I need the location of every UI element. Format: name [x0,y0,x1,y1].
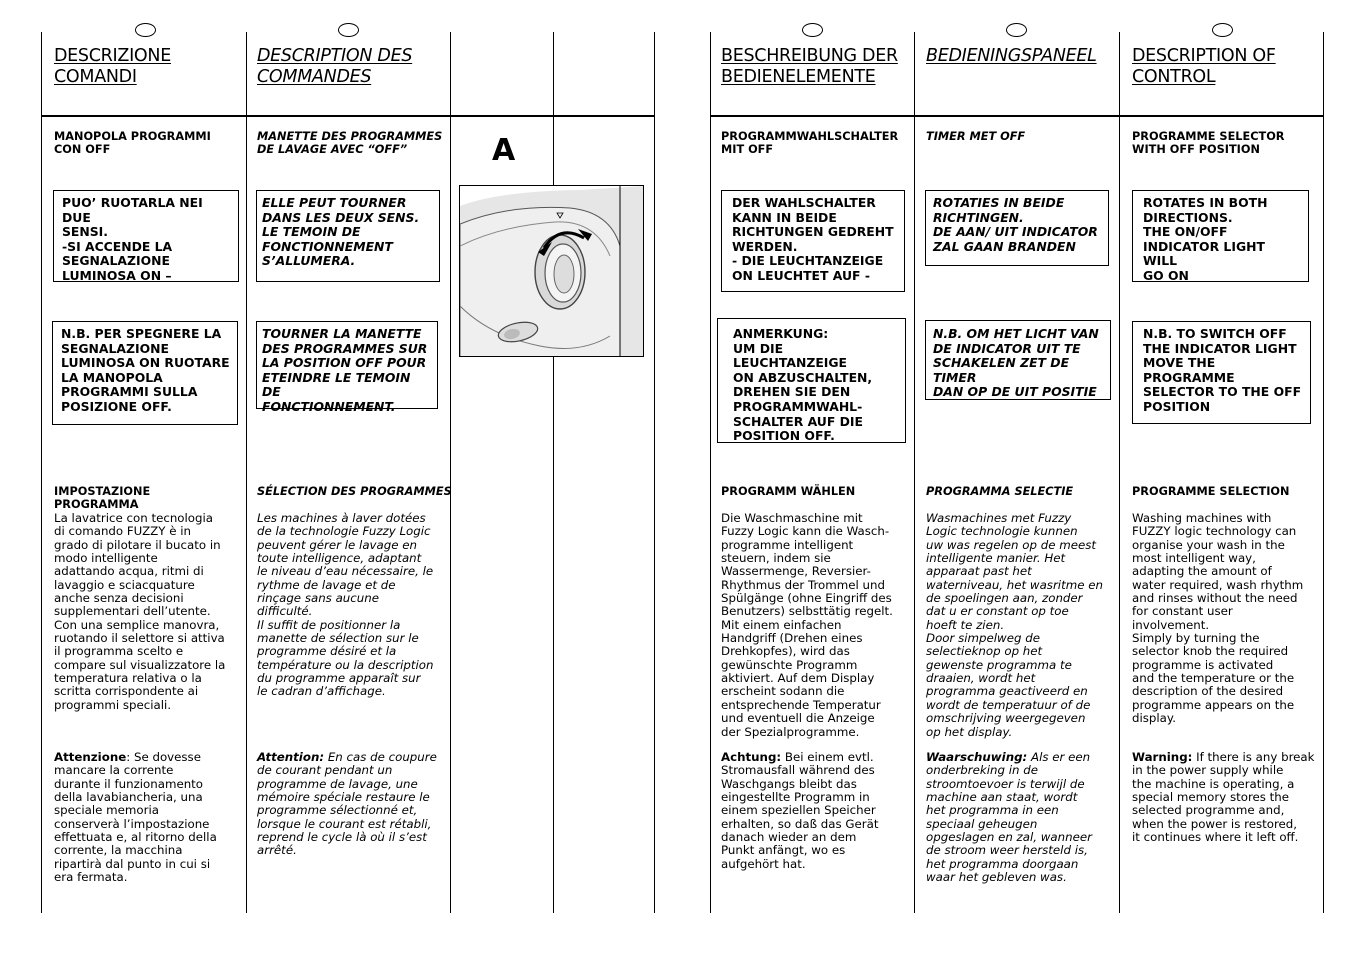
warning-text-nl: Als er een onderbreking in de stroomtoevoer is terwijl de machine aan staat, wordt het programma in een speciaal geheugen opgeslagen en zal, wanneer de stroom weer hersteld is, het programma doorgaan waar het gebleven was. [926,750,1092,885]
section-title-nl: PROGRAMMA SELECTIE [926,485,1074,498]
warning-label-it: Attenzione [54,750,127,764]
warning-de [721,751,909,871]
heading-de: BESCHREIBUNG DER BEDIENELEMENTE [721,46,898,87]
warning-text-fr: En cas de coupure de courant pendant un programme de lavage, une mémoire spéciale restaure le programme sélectionné et, lorsque le courant est rétabli, reprend le cycle là où il s’est arrêté. [257,750,437,858]
warning-label-de: Achtung: [721,750,782,764]
subheading-en: PROGRAMME SELECTOR WITH OFF POSITION [1132,130,1285,156]
language-oval-de [802,23,823,37]
language-oval-it [135,23,156,37]
header-rule [41,115,655,117]
column-divider [450,32,451,913]
warning-en [1132,751,1317,844]
section-body-nl: Wasmachines met Fuzzy Logic technologie kunnen uw was regelen op de meest intelligente manier. Het apparaat past het waterniveau, het wasritme en de spoelingen aan, zonder dat u er constant op toe hoeft te zien. Door simpelweg de selectieknop op het gewenste programma te draaien, wordt het programma geactiveerd en wordt de temperatuur of de omschrijving weergegeven op het display. [926,511,1103,739]
note-box-it-1: PUO’ RUOTARLA NEI DUE SENSI. -SI ACCENDE LA SEGNALAZIONE LUMINOSA ON – [53,190,239,282]
section-title-it: IMPOSTAZIONE PROGRAMMA [54,485,151,512]
section-title-en: PROGRAMME SELECTION [1132,485,1290,498]
column-divider [654,32,655,913]
section-body-it: La lavatrice con tecnologia di comando FUZZY è in grado di pilotare il bucato in modo intelligente adattando acqua, ritmi di lavaggio e sciacquature anche senza decisioni supplementari dell’utente. Con una semplice manovra, ruotando il selettore si attiva il programma scelto e compare sul visualizzatore la temperatura relativa o la scritta corrispondente ai programmi speciali. [54,511,226,712]
column-divider [553,32,554,913]
section-title-fr: SÉLECTION DES PROGRAMMES [257,485,452,498]
language-oval-fr [338,23,359,37]
warning-nl [926,751,1114,884]
column-divider [41,32,42,913]
note-box-fr-2: TOURNER LA MANETTE DES PROGRAMMES SUR LA POSITION OFF POUR ETEINDRE LE TEMOIN DE FONCTIONNEMENT. [256,321,438,409]
heading-en: DESCRIPTION OF CONTROL [1132,46,1276,87]
section-body-fr: Les machines à laver dotées de la technologie Fuzzy Logic peuvent gérer le lavage en toute intelligence, adaptant le niveau d’eau nécessaire, le rythme de lavage et de rinçage sans aucune difficulté. Il suffit de positionner la manette de sélection sur le programme désiré et la température ou la description du programme apparaît sur le cadran d’affichage. [257,511,434,699]
section-body-en: Washing machines with FUZZY logic technology can organise your wash in the most intelligent way, adapting the amount of water required, wash rhythm and rinses without the need for constant user involvement. Simply by turning the selector knob the required programme is activated and the temperature or the description of the desired programme appears on the display. [1132,511,1304,726]
note-box-nl-1: ROTATIES IN BEIDE RICHTINGEN. DE AAN/ UIT INDICATOR ZAL GAAN BRANDEN [925,190,1109,266]
warning-label-nl: Waarschuwing: [926,750,1028,764]
note-box-en-1: ROTATES IN BOTH DIRECTIONS. THE ON/OFF INDICATOR LIGHT WILL GO ON [1132,190,1309,282]
column-divider [1119,32,1120,913]
section-title-de: PROGRAMM WÄHLEN [721,485,856,498]
column-divider [914,32,915,913]
column-divider [246,32,247,913]
note-box-de-2: ANMERKUNG: UM DIE LEUCHTANZEIGE ON ABZUSCHALTEN, DREHEN SIE DEN PROGRAMMWAHL- SCHALTER AUF DIE POSITION OFF. [717,318,906,443]
warning-fr [257,751,445,858]
programme-knob-illustration [459,185,644,357]
column-divider [710,32,711,913]
warning-text-it: : Se dovesse mancare la corrente durante il funzionamento della lavabiancheria, una speciale memoria conserverà l’impostazione effettuata e, al ritorno della corrente, la macchina ripartirà dal punto in cui si era fermata. [54,750,217,885]
note-box-en-2: N.B. TO SWITCH OFF THE INDICATOR LIGHT MOVE THE PROGRAMME SELECTOR TO THE OFF POSITION [1132,321,1311,424]
column-divider [1323,32,1324,913]
heading-fr: DESCRIPTION DES COMMANDES [257,46,413,87]
warning-text-de: Bei einem evtl. Stromausfall während des Waschgangs bleibt das eingestellte Programm in einem speziellen Speicher erhalten, so daß das Gerät danach wieder an dem Punkt anfängt, wo es aufgehört hat. [721,750,879,871]
subheading-de: PROGRAMMWAHLSCHALTER MIT OFF [721,130,899,156]
warning-text-en: If there is any break in the power supply while the machine is operating, a special memory stores the selected programme and, when the power is restored, it continues where it left off. [1132,750,1315,845]
warning-label-en: Warning: [1132,750,1193,764]
note-box-fr-1: ELLE PEUT TOURNER DANS LES DEUX SENS. LE TEMOIN DE FONCTIONNEMENT S’ALLUMERA. [256,190,440,282]
header-rule [710,115,1324,117]
note-box-it-2: N.B. PER SPEGNERE LA SEGNALAZIONE LUMINOSA ON RUOTARE LA MANOPOLA PROGRAMMI SULLA POSIZIONE OFF. [52,321,238,425]
figure-label: A [492,133,516,168]
note-box-de-1: DER WAHLSCHALTER KANN IN BEIDE RICHTUNGEN GEDREHT WERDEN. - DIE LEUCHTANZEIGE ON LEUCHTET AUF - [721,190,905,292]
language-oval-en [1212,23,1233,37]
subheading-it: MANOPOLA PROGRAMMI CON OFF [54,130,211,156]
section-body-de: Die Waschmaschine mit Fuzzy Logic kann die Wasch- programme intelligent steuern, indem sie Wassermenge, Reversier- Rhythmus der Trommel und Spülgänge (ohne Eingriff des Benutzers) selbsttätig regelt. Mit einem einfachen Handgriff (Drehen eines Drehkopfes), wird das gewünschte Programm aktiviert. Auf dem Display erscheint sodann die entsprechende Temperatur und eventuell die Anzeige der Spezialprogramme. [721,511,893,739]
warning-it [54,751,240,884]
knob-drawing [460,186,644,357]
subheading-fr: MANETTE DES PROGRAMMES DE LAVAGE AVEC “OFF” [257,130,443,156]
language-oval-nl [1006,23,1027,37]
subheading-nl: TIMER MET OFF [926,130,1026,143]
heading-nl: BEDIENINGSPANEEL [926,46,1097,66]
warning-label-fr: Attention: [257,750,325,764]
note-box-nl-2: N.B. OM HET LICHT VAN DE INDICATOR UIT TE SCHAKELEN ZET DE TIMER DAN OP DE UIT POSITIE [925,320,1111,400]
heading-it: DESCRIZIONE COMANDI [54,46,171,87]
